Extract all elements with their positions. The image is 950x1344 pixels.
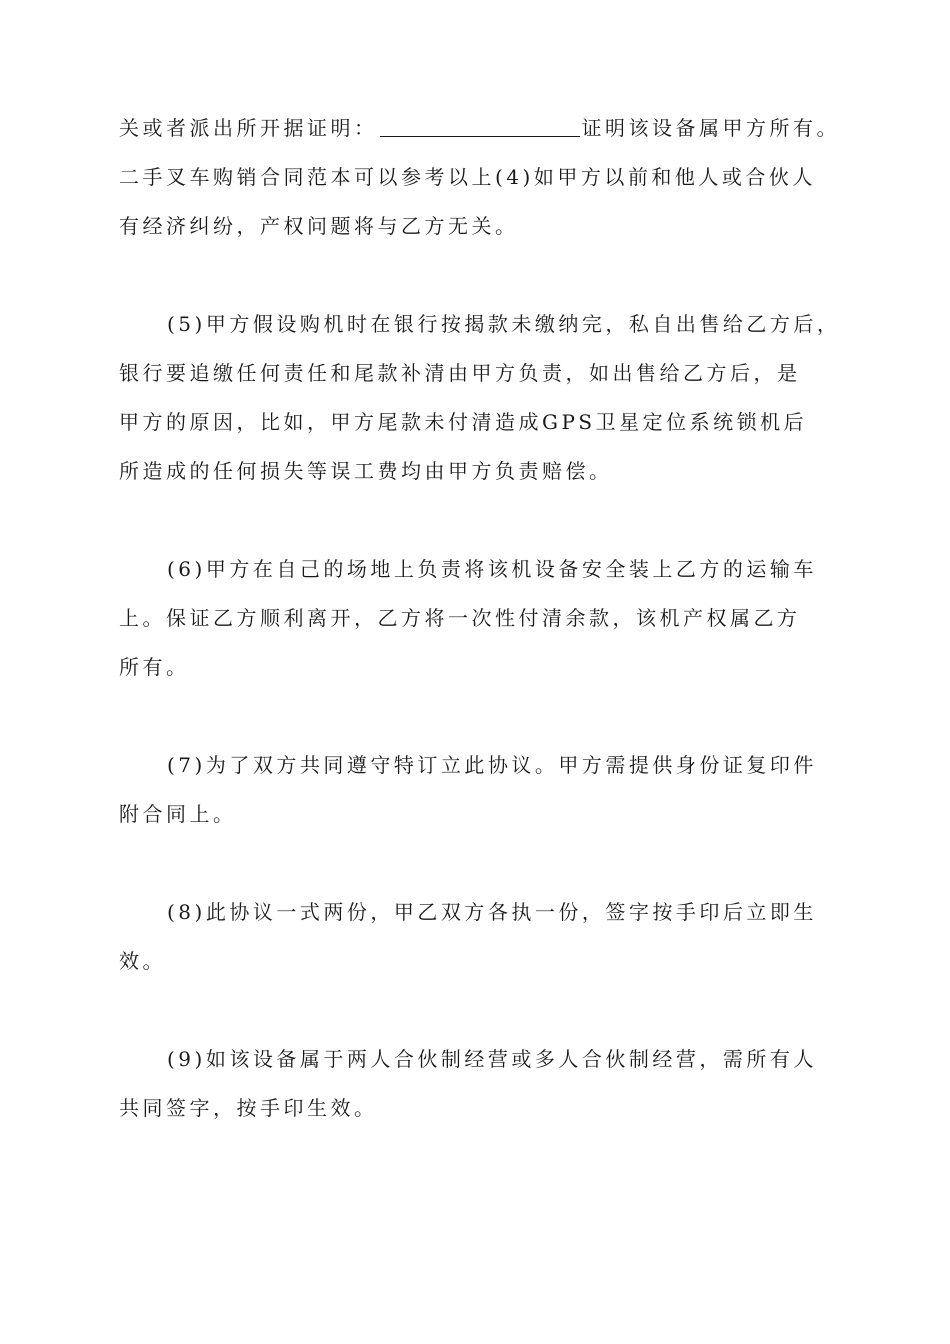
text-line: 效。 (119, 949, 166, 973)
paragraph-9 (119, 1035, 831, 1133)
paragraph-spacer (119, 251, 831, 300)
paragraph-6 (119, 545, 831, 692)
fill-in-blank (380, 116, 580, 137)
paragraph-8 (119, 888, 831, 986)
text-line (119, 104, 840, 153)
text-line: (5)甲方假设购机时在银行按揭款未缴纳完，私自出售给乙方后， (167, 312, 841, 336)
text-line: 甲方的原因，比如，甲方尾款未付清造成GPS卫星定位系统锁机后 (119, 410, 808, 434)
text-line: (6)甲方在自己的场地上负责将该机设备安全装上乙方的运输车 (167, 557, 817, 581)
text-line: 共同签字，按手印生效。 (119, 1096, 378, 1120)
text-line: 二手叉车购销合同范本可以参考以上(4)如甲方以前和他人或合伙人 (119, 165, 816, 189)
paragraph-spacer (119, 986, 831, 1035)
paragraph-spacer (119, 839, 831, 888)
paragraph-4 (119, 104, 840, 251)
text-line: 银行要追缴任何责任和尾款补清由甲方负责，如出售给乙方后，是 (119, 361, 801, 385)
text-line: 所有。 (119, 655, 190, 679)
paragraph-7 (119, 741, 831, 839)
text-line: (8)此协议一式两份，甲乙双方各执一份，签字按手印后立即生 (167, 900, 817, 924)
paragraph-spacer (119, 692, 831, 741)
text-line: 附合同上。 (119, 802, 237, 826)
text-line: 有经济纠纷，产权问题将与乙方无关。 (119, 214, 519, 238)
text-line: (7)为了双方共同遵守特订立此协议。甲方需提供身份证复印件 (167, 753, 817, 777)
paragraph-spacer (119, 496, 831, 545)
text-line: (9)如该设备属于两人合伙制经营或多人合伙制经营，需所有人 (167, 1047, 817, 1071)
text-segment: 关或者派出所开据证明： (119, 116, 378, 140)
text-line: 所造成的任何损失等误工费均由甲方负责赔偿。 (119, 459, 613, 483)
text-segment: 证明该设备属甲方所有。 (581, 116, 840, 140)
text-line: 上。保证乙方顺利离开，乙方将一次性付清余款，该机产权属乙方 (119, 606, 801, 630)
paragraph-5 (119, 300, 841, 496)
document-body (119, 104, 841, 1133)
